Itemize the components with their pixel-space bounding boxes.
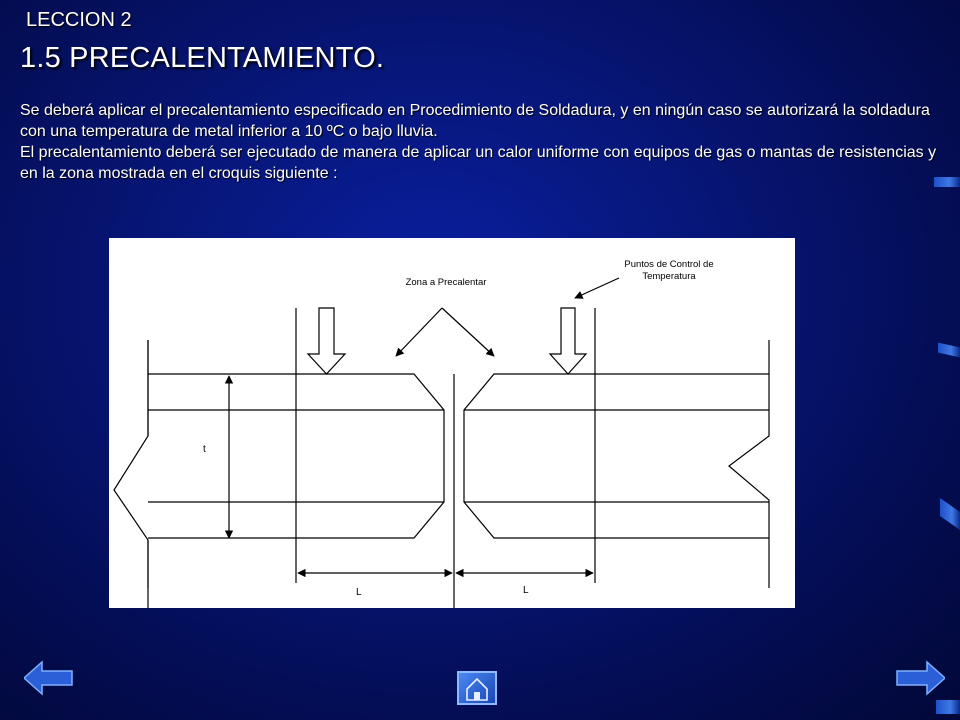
side-accent-3 [940, 498, 960, 530]
home-icon [459, 673, 495, 703]
paragraph-1: Se deberá aplicar el precalentamiento especificado en Procedimiento de Soldadura, y en ningún caso se autorizará la soldadura con una temperatura de metal inferior a 10 ºC o bajo lluvia. [20, 102, 930, 140]
side-accent-1 [934, 177, 960, 187]
body-text [20, 100, 940, 184]
right-edge [729, 340, 769, 588]
slide-title: 1.5 PRECALENTAMIENTO. [20, 42, 385, 74]
right-length-label: L [523, 585, 529, 596]
control-point-right-arrow [550, 308, 586, 374]
control-label-line1: Puntos de Control de [624, 259, 714, 270]
side-accent-4 [936, 700, 960, 714]
preheat-diagram [109, 238, 795, 608]
arrow-left-icon [24, 662, 72, 694]
left-length-label: L [356, 587, 362, 598]
control-point-left-arrow [308, 308, 345, 374]
control-label-line2: Temperatura [642, 271, 696, 282]
zone-arrow-right [442, 308, 494, 356]
arrow-right-icon [897, 662, 945, 694]
diagram-drawing [109, 238, 795, 608]
zone-arrow-left [396, 308, 442, 356]
right-plate-top [464, 374, 769, 538]
lesson-label: LECCION 2 [26, 9, 132, 31]
home-button[interactable] [457, 671, 497, 705]
thickness-label: t [203, 444, 206, 455]
zone-label: Zona a Precalentar [405, 277, 487, 288]
prev-button[interactable] [24, 660, 74, 696]
next-button[interactable] [895, 660, 945, 696]
side-accent-2 [938, 343, 960, 358]
left-plate-outline [114, 340, 148, 608]
paragraph-2: El precalentamiento deberá ser ejecutado de manera de aplicar un calor uniforme con equipos de gas o mantas de resistencias y en la zona mostrada en el croquis siguiente : [20, 144, 937, 182]
control-arrow [575, 278, 619, 298]
